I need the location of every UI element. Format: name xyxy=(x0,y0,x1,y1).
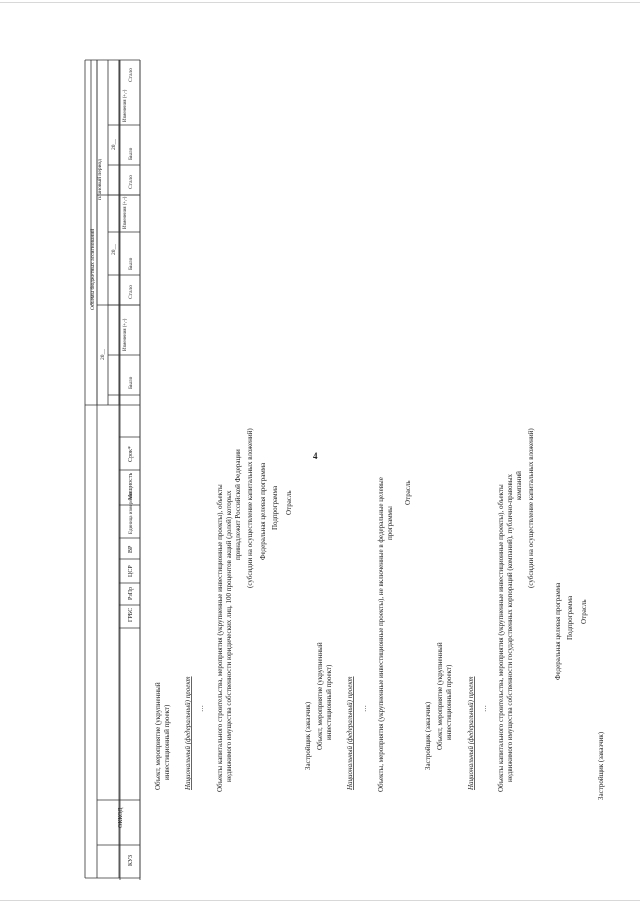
header-was-2: Было xyxy=(128,257,134,270)
header-year2: 20__ xyxy=(111,244,117,255)
dots-3: … xyxy=(480,705,488,712)
header-change-2: Изменения (+,-) xyxy=(123,196,128,229)
sec2-line2: программы xyxy=(386,506,394,540)
dots-1: … xyxy=(197,705,205,712)
header-csr: ЦСР xyxy=(128,565,134,577)
page-number: 4 xyxy=(313,451,318,461)
subprogram-1: Подпрограмма xyxy=(271,485,279,530)
industry-1: Отрасль xyxy=(285,490,293,515)
nat2-project: Национальный (федеральный) проект xyxy=(346,676,354,790)
obj1-line2: инвестиционный проект) xyxy=(163,704,171,780)
sec1-line2: недвижимого имущества собственности юридических лиц, 100 процентов акций (долей) которых xyxy=(225,490,233,782)
nat1-project: Национальный (федеральный) проект xyxy=(184,676,192,790)
sec1-line3: принадлежит Российской Федерации xyxy=(234,449,242,560)
header-was-3: Было xyxy=(128,147,134,160)
developer-2: Застройщик (заказчик) xyxy=(424,701,432,770)
scan-edge-top xyxy=(0,2,640,3)
header-change-3: Изменения (+,-) xyxy=(123,89,128,122)
header-became-2: Стало xyxy=(128,174,134,189)
header-change-1: Изменения (+,-) xyxy=(123,318,128,351)
header-grbs: ГРБС xyxy=(128,607,134,622)
header-okkod: ОККОД xyxy=(118,807,124,828)
header-year1: 20__ xyxy=(100,349,106,360)
sec3-line1: Объекты капитального строительства, мероприятия (укрупненные инвестиционные проекты), объекты xyxy=(497,484,505,792)
sec3-line2: недвижимого имущества собственности государственных корпораций (компаний), публично-правовых xyxy=(506,473,514,782)
header-was-1: Было xyxy=(128,376,134,389)
sec2-line1: Объекты, мероприятия (укрупненные инвестиционные проекты), не включенные в федеральные целевые xyxy=(377,477,385,792)
developer-1: Застройщик (заказчик) xyxy=(304,701,312,770)
nat3-project: Национальный (федеральный) проект xyxy=(467,676,475,790)
header-rzpr: РзПр xyxy=(128,586,134,600)
header-vr: ВР xyxy=(128,545,134,553)
industry-3: Отрасль xyxy=(580,599,588,624)
header-kuz: КУЗ xyxy=(128,854,134,866)
fed-program-1: Федеральная целевая программа xyxy=(259,462,267,560)
scan-edge-bottom xyxy=(0,900,640,901)
obj3-line2: инвестиционный проект) xyxy=(445,664,453,740)
sec3-line3: компаний xyxy=(515,471,523,500)
obj1-line1: Объект, мероприятие (укрупненный xyxy=(154,682,162,790)
header-became-3: Стало xyxy=(128,67,134,82)
sec1-line1: Объекты капитального строительства, мероприятия (укрупненные инвестиционные проекты), объекты xyxy=(216,484,224,792)
header-capacity: Мощность xyxy=(128,472,134,500)
obj2-line2: инвестиционный проект) xyxy=(325,664,333,740)
header-year3: 20__ xyxy=(111,139,117,150)
header-plan-period: плановый период xyxy=(97,159,103,200)
developer-3: Застройщик (заказчик) xyxy=(597,731,605,800)
obj2-line1: Объект, мероприятие (укрупненный xyxy=(316,642,324,750)
sec1-line4: (субсидии на осуществление капитальных вложений) xyxy=(246,428,254,588)
sec3-line4: (субсидии на осуществление капитальных вложений) xyxy=(527,428,535,588)
header-unit: Единица измерения xyxy=(129,491,134,534)
obj3-line1: Объект, мероприятие (укрупненный xyxy=(436,642,444,750)
header-became-1: Стало xyxy=(128,284,134,299)
header-term: Срок* xyxy=(128,446,134,462)
industry-2: Отрасль xyxy=(404,480,412,505)
dots-2: … xyxy=(360,705,368,712)
header-volumes: Объемы бюджетных ассигнований xyxy=(90,228,96,310)
fed-program-3: Федеральная целевая программа xyxy=(554,582,562,680)
subprogram-3: Подпрограмма xyxy=(566,595,574,640)
